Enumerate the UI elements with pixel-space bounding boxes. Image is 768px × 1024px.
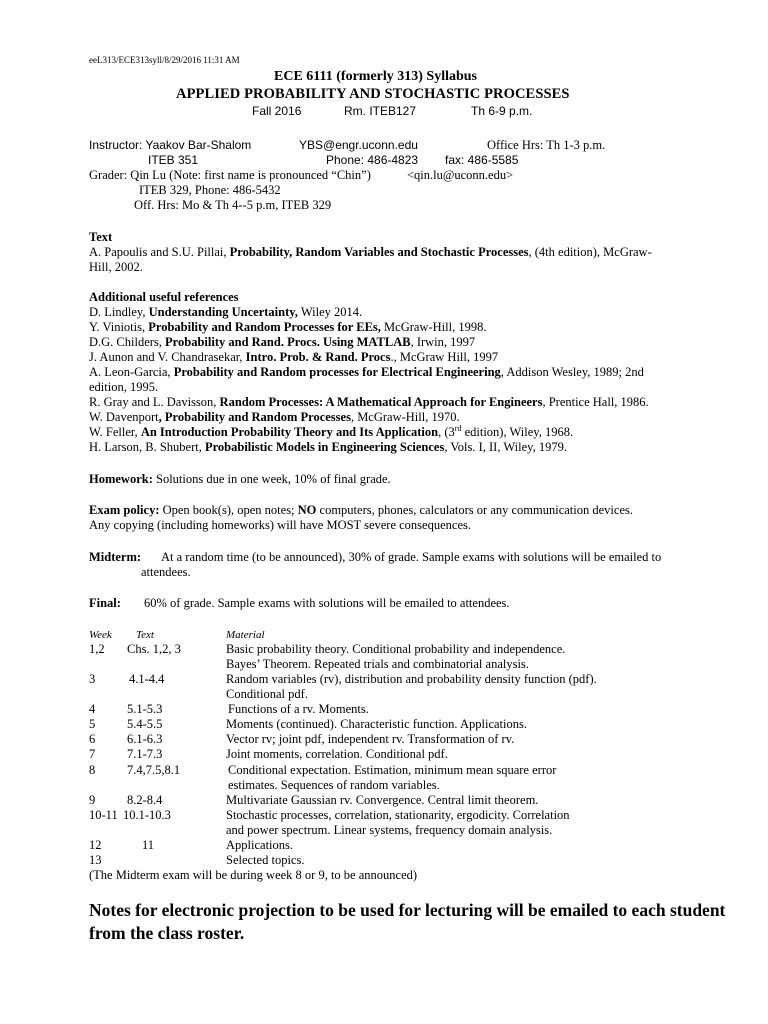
midterm-text: At a random time (to be announced), 30% of grade. Sample exams with solutions will be emailed to bbox=[161, 550, 662, 564]
exam-policy-line-2: Any copying (including homeworks) will have MOST severe consequences. bbox=[89, 518, 471, 532]
room: Rm. ITEB127 bbox=[344, 104, 417, 118]
instructor-name: Instructor: Yaakov Bar-Shalom bbox=[89, 138, 252, 152]
schedule-material: Stochastic processes, correlation, stationarity, ergodicity. Correlation bbox=[226, 808, 570, 822]
reference-item: H. Larson, B. Shubert, Probabilistic Models in Engineering Sciences, Vols. I, II, Wiley, 1979. bbox=[89, 440, 567, 454]
schedule-material: Functions of a rv. Moments. bbox=[228, 702, 369, 716]
schedule-material: Multivariate Gaussian rv. Convergence. Central limit theorem. bbox=[226, 793, 539, 807]
schedule-week: 12 bbox=[89, 838, 102, 852]
schedule-material-cont: and power spectrum. Linear systems, frequency domain analysis. bbox=[226, 823, 553, 837]
course-subtitle: APPLIED PROBABILITY AND STOCHASTIC PROCESSES bbox=[176, 86, 570, 102]
schedule-text: 7.4,7.5,8.1 bbox=[127, 763, 181, 777]
schedule-material: Applications. bbox=[226, 838, 294, 852]
reference-item: J. Aunon and V. Chandrasekar, Intro. Prob. & Rand. Procs., McGraw Hill, 1997 bbox=[89, 350, 499, 364]
schedule-week: 10-11 bbox=[89, 808, 118, 822]
reference-item-cont: edition, 1995. bbox=[89, 380, 159, 394]
schedule-header-text: Text bbox=[136, 629, 154, 641]
schedule-note: (The Midterm exam will be during week 8 or 9, to be announced) bbox=[89, 868, 418, 882]
reference-item: R. Gray and L. Davisson, Random Processes: A Mathematical Approach for Engineers, Prentice Hall, 1986. bbox=[89, 395, 649, 409]
schedule-text: 10.1-10.3 bbox=[123, 808, 171, 822]
midterm-label: Midterm: bbox=[89, 550, 142, 564]
schedule-text: 7.1-7.3 bbox=[127, 747, 163, 761]
reference-item: W. Davenport, Probability and Random Processes, McGraw-Hill, 1970. bbox=[89, 410, 460, 424]
schedule-week: 7 bbox=[89, 747, 96, 761]
schedule-text: 4.1-4.4 bbox=[129, 672, 165, 686]
final-text: 60% of grade. Sample exams with solutions will be emailed to attendees. bbox=[144, 596, 510, 610]
textbook-line: A. Papoulis and S.U. Pillai, Probability, Random Variables and Stochastic Processes, (4th edition), McGraw- bbox=[89, 245, 652, 259]
schedule-material: Conditional expectation. Estimation, minimum mean square error bbox=[228, 763, 557, 777]
schedule-week: 9 bbox=[89, 793, 96, 807]
grader-room: ITEB 329, Phone: 486-5432 bbox=[139, 183, 281, 197]
term: Fall 2016 bbox=[252, 104, 302, 118]
course-title: ECE 6111 (formerly 313) Syllabus bbox=[274, 69, 478, 84]
instructor-phone: Phone: 486-4823 bbox=[326, 153, 419, 167]
schedule-week: 5 bbox=[89, 717, 96, 731]
instructor-fax: fax: 486-5585 bbox=[445, 153, 519, 167]
homework-policy: Homework: Solutions due in one week, 10% of final grade. bbox=[89, 472, 391, 486]
schedule-material: Selected topics. bbox=[226, 853, 305, 867]
instructor-room: ITEB 351 bbox=[148, 153, 199, 167]
instructor-email: YBS@engr.uconn.edu bbox=[299, 138, 418, 152]
schedule-text: 11 bbox=[142, 838, 155, 852]
schedule-material-cont: Bayes’ Theorem. Repeated trials and combinatorial analysis. bbox=[226, 657, 529, 671]
text-heading: Text bbox=[89, 230, 113, 244]
final-label: Final: bbox=[89, 596, 121, 610]
reference-item: D. Lindley, Understanding Uncertainty, Wiley 2014. bbox=[89, 305, 363, 319]
schedule-text: 8.2-8.4 bbox=[127, 793, 163, 807]
schedule-week: 8 bbox=[89, 763, 96, 777]
class-time: Th 6-9 p.m. bbox=[471, 104, 533, 118]
schedule-text: 5.1-5.3 bbox=[127, 702, 163, 716]
schedule-material: Basic probability theory. Conditional probability and independence. bbox=[226, 642, 566, 656]
schedule-material: Random variables (rv), distribution and probability density function (pdf). bbox=[226, 672, 597, 686]
references-heading: Additional useful references bbox=[89, 290, 239, 304]
reference-item: D.G. Childers, Probability and Rand. Procs. Using MATLAB, Irwin, 1997 bbox=[89, 335, 476, 349]
grader-name: Grader: Qin Lu (Note: first name is pronounced “Chin”) bbox=[89, 168, 371, 182]
grader-office-hours: Off. Hrs: Mo & Th 4--5 p.m, ITEB 329 bbox=[134, 198, 332, 212]
schedule-material-cont: Conditional pdf. bbox=[226, 687, 308, 701]
instructor-office-hours: Office Hrs: Th 1-3 p.m. bbox=[487, 138, 606, 152]
reference-item: W. Feller, An Introduction Probability Theory and Its Application, (3rd edition), Wiley, 1968. bbox=[89, 423, 574, 439]
grader-email: <qin.lu@uconn.edu> bbox=[407, 168, 514, 182]
schedule-week: 6 bbox=[89, 732, 96, 746]
schedule-header-material: Material bbox=[226, 629, 265, 641]
textbook-line-2: Hill, 2002. bbox=[89, 260, 143, 274]
exam-policy: Exam policy: Open book(s), open notes; NO computers, phones, calculators or any communication devices. bbox=[89, 503, 633, 517]
schedule-material: Joint moments, correlation. Conditional pdf. bbox=[226, 747, 448, 761]
projection-notes: Notes for electronic projection to be used for lecturing will be emailed to each student from the class roster. bbox=[89, 900, 726, 943]
schedule-text: 6.1-6.3 bbox=[127, 732, 163, 746]
schedule-week: 4 bbox=[89, 702, 96, 716]
reference-item: Y. Viniotis, Probability and Random Processes for EEs, McGraw-Hill, 1998. bbox=[89, 320, 487, 334]
schedule-week: 3 bbox=[89, 672, 96, 686]
schedule-week: 13 bbox=[89, 853, 102, 867]
schedule-header-week: Week bbox=[89, 629, 112, 641]
schedule-text: 5.4-5.5 bbox=[127, 717, 163, 731]
schedule-text: Chs. 1,2, 3 bbox=[127, 642, 181, 656]
schedule-material: Vector rv; joint pdf, independent rv. Transformation of rv. bbox=[226, 732, 515, 746]
reference-item: A. Leon-Garcia, Probability and Random processes for Electrical Engineering, Addison Wesley, 1989; 2nd bbox=[89, 365, 644, 379]
document-header: eeL313/ECE313syll/8/29/2016 11:31 AM bbox=[89, 55, 240, 65]
midterm-text-2: attendees. bbox=[141, 565, 191, 579]
schedule-week: 1,2 bbox=[89, 642, 105, 656]
schedule-material-cont: estimates. Sequences of random variables. bbox=[228, 778, 440, 792]
schedule-material: Moments (continued). Characteristic function. Applications. bbox=[226, 717, 527, 731]
